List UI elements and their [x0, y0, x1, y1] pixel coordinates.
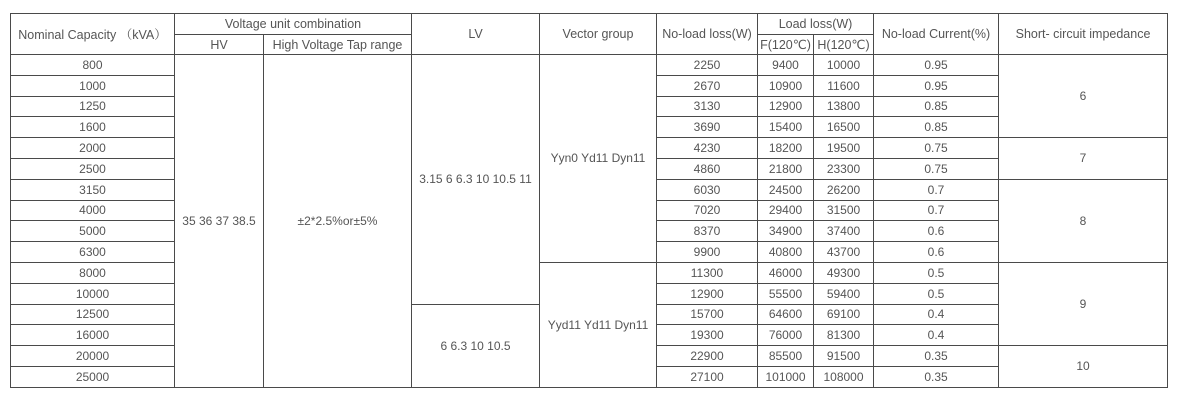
header-tap-range: High Voltage Tap range: [264, 35, 412, 55]
cell-load-loss-h: 49300: [814, 262, 874, 283]
cell-lv-group1: 3.15 6 6.3 10 10.5 11: [412, 55, 540, 305]
cell-load-loss-f: 64600: [758, 304, 814, 325]
cell-load-loss-f: 15400: [758, 117, 814, 138]
cell-load-loss-h: 16500: [814, 117, 874, 138]
cell-load-loss-h: 59400: [814, 283, 874, 304]
cell-capacity: 12500: [11, 304, 175, 325]
cell-vector-group2: Yyd11 Yd11 Dyn11: [540, 262, 657, 387]
cell-no-load-current: 0.5: [874, 262, 999, 283]
cell-no-load-current: 0.75: [874, 138, 999, 159]
header-hv: HV: [175, 35, 264, 55]
cell-capacity: 800: [11, 55, 175, 76]
cell-no-load-current: 0.7: [874, 200, 999, 221]
cell-load-loss-h: 11600: [814, 75, 874, 96]
cell-no-load-loss: 8370: [657, 221, 758, 242]
header-capacity: Nominal Capacity （kVA）: [11, 14, 175, 55]
cell-capacity: 16000: [11, 325, 175, 346]
cell-load-loss-h: 37400: [814, 221, 874, 242]
cell-no-load-loss: 7020: [657, 200, 758, 221]
cell-no-load-loss: 3690: [657, 117, 758, 138]
table-row: [11, 55, 1168, 76]
cell-no-load-current: 0.85: [874, 96, 999, 117]
cell-no-load-current: 0.35: [874, 346, 999, 367]
cell-no-load-loss: 12900: [657, 283, 758, 304]
cell-capacity: 25000: [11, 366, 175, 387]
cell-no-load-loss: 22900: [657, 346, 758, 367]
header-no-load-loss: No-load loss(W): [657, 14, 758, 55]
cell-load-loss-f: 18200: [758, 138, 814, 159]
header-lv: LV: [412, 14, 540, 55]
cell-capacity: 20000: [11, 346, 175, 367]
cell-tap-range-merged: ±2*2.5%or±5%: [264, 55, 412, 388]
cell-no-load-current: 0.95: [874, 55, 999, 76]
cell-no-load-current: 0.7: [874, 179, 999, 200]
cell-capacity: 2500: [11, 158, 175, 179]
cell-load-loss-h: 31500: [814, 200, 874, 221]
cell-hv-merged: 35 36 37 38.5: [175, 55, 264, 388]
cell-load-loss-f: 24500: [758, 179, 814, 200]
header-vector-group: Vector group: [540, 14, 657, 55]
cell-load-loss-f: 29400: [758, 200, 814, 221]
cell-impedance-group: 7: [999, 138, 1168, 180]
header-load-loss-f: F(120℃): [758, 35, 814, 55]
header-load-loss-h: H(120℃): [814, 35, 874, 55]
cell-no-load-loss: 3130: [657, 96, 758, 117]
cell-no-load-loss: 9900: [657, 242, 758, 263]
cell-load-loss-f: 12900: [758, 96, 814, 117]
cell-capacity: 10000: [11, 283, 175, 304]
cell-load-loss-f: 40800: [758, 242, 814, 263]
header-impedance: Short- circuit impedance: [999, 14, 1168, 55]
cell-load-loss-h: 81300: [814, 325, 874, 346]
cell-capacity: 2000: [11, 138, 175, 159]
cell-no-load-loss: 4230: [657, 138, 758, 159]
cell-load-loss-f: 34900: [758, 221, 814, 242]
cell-no-load-current: 0.5: [874, 283, 999, 304]
cell-no-load-loss: 4860: [657, 158, 758, 179]
cell-no-load-loss: 27100: [657, 366, 758, 387]
transformer-spec-table: [10, 13, 1168, 388]
cell-capacity: 8000: [11, 262, 175, 283]
header-load-loss: Load loss(W): [758, 14, 874, 35]
cell-no-load-current: 0.85: [874, 117, 999, 138]
cell-load-loss-f: 46000: [758, 262, 814, 283]
cell-capacity: 6300: [11, 242, 175, 263]
cell-lv-group2: 6 6.3 10 10.5: [412, 304, 540, 387]
cell-load-loss-f: 21800: [758, 158, 814, 179]
cell-no-load-current: 0.4: [874, 304, 999, 325]
cell-load-loss-h: 26200: [814, 179, 874, 200]
cell-no-load-loss: 2670: [657, 75, 758, 96]
cell-load-loss-h: 108000: [814, 366, 874, 387]
cell-load-loss-f: 10900: [758, 75, 814, 96]
cell-capacity: 1600: [11, 117, 175, 138]
cell-load-loss-f: 85500: [758, 346, 814, 367]
cell-capacity: 3150: [11, 179, 175, 200]
cell-vector-group1: Yyn0 Yd11 Dyn11: [540, 55, 657, 263]
cell-capacity: 4000: [11, 200, 175, 221]
header-voltage-combination: Voltage unit combination: [175, 14, 412, 35]
cell-no-load-loss: 6030: [657, 179, 758, 200]
cell-no-load-loss: 15700: [657, 304, 758, 325]
cell-load-loss-h: 13800: [814, 96, 874, 117]
cell-no-load-loss: 2250: [657, 55, 758, 76]
cell-capacity: 1000: [11, 75, 175, 96]
cell-load-loss-h: 23300: [814, 158, 874, 179]
cell-load-loss-f: 55500: [758, 283, 814, 304]
cell-load-loss-h: 19500: [814, 138, 874, 159]
cell-load-loss-f: 76000: [758, 325, 814, 346]
cell-load-loss-h: 43700: [814, 242, 874, 263]
cell-load-loss-h: 69100: [814, 304, 874, 325]
cell-load-loss-f: 101000: [758, 366, 814, 387]
cell-load-loss-f: 9400: [758, 55, 814, 76]
cell-no-load-current: 0.4: [874, 325, 999, 346]
cell-load-loss-h: 91500: [814, 346, 874, 367]
cell-impedance-group: 9: [999, 262, 1168, 345]
cell-no-load-loss: 19300: [657, 325, 758, 346]
cell-no-load-current: 0.6: [874, 242, 999, 263]
cell-load-loss-h: 10000: [814, 55, 874, 76]
cell-impedance-group: 10: [999, 346, 1168, 388]
cell-no-load-current: 0.75: [874, 158, 999, 179]
cell-capacity: 5000: [11, 221, 175, 242]
cell-impedance-group: 6: [999, 55, 1168, 138]
cell-no-load-current: 0.6: [874, 221, 999, 242]
cell-no-load-loss: 11300: [657, 262, 758, 283]
header-no-load-current: No-load Current(%): [874, 14, 999, 55]
cell-no-load-current: 0.95: [874, 75, 999, 96]
cell-impedance-group: 8: [999, 179, 1168, 262]
cell-capacity: 1250: [11, 96, 175, 117]
cell-no-load-current: 0.35: [874, 366, 999, 387]
